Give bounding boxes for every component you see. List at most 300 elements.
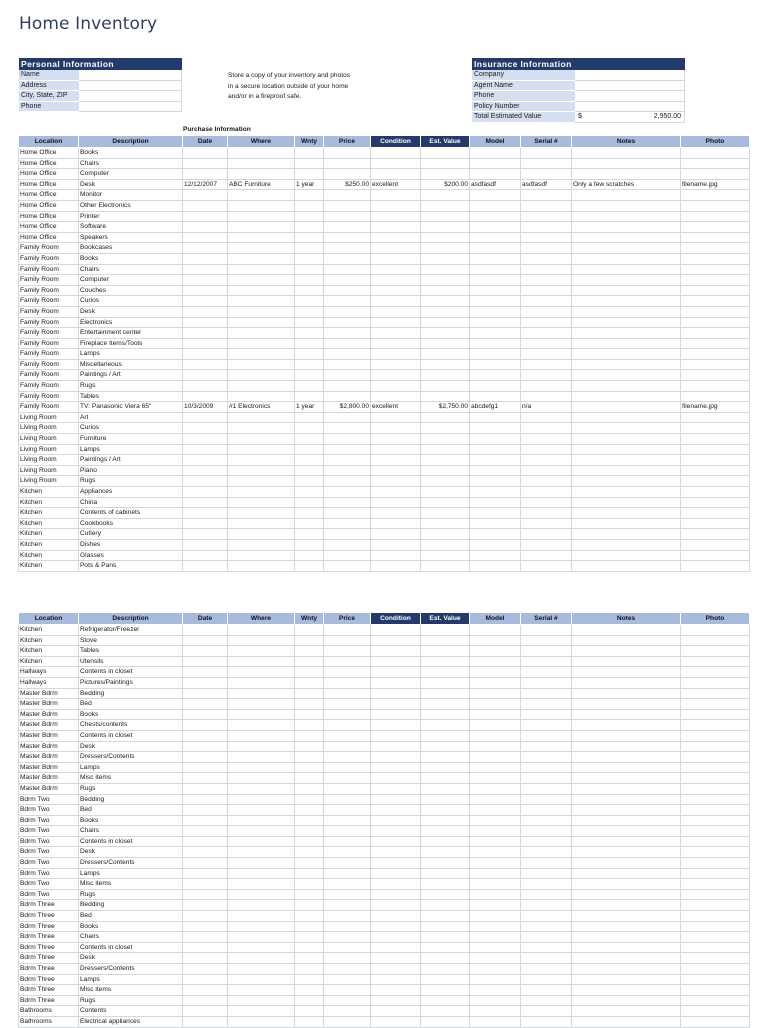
cell-notes[interactable]: [572, 169, 681, 180]
cell-photo[interactable]: [681, 169, 750, 180]
cell-notes[interactable]: [572, 752, 681, 763]
cell-photo[interactable]: [681, 879, 750, 890]
cell-date[interactable]: [183, 826, 228, 837]
cell-price[interactable]: [324, 794, 371, 805]
cell-where[interactable]: ABC Furniture: [228, 179, 295, 190]
cell-wnty[interactable]: [295, 264, 324, 275]
cell-where[interactable]: [228, 370, 295, 381]
cell-description[interactable]: Rugs: [79, 783, 183, 794]
cell-date[interactable]: [183, 720, 228, 731]
cell-model[interactable]: [470, 677, 521, 688]
cell-date[interactable]: [183, 391, 228, 402]
cell-notes[interactable]: [572, 815, 681, 826]
cell-where[interactable]: [228, 285, 295, 296]
cell-date[interactable]: [183, 699, 228, 710]
column-header-location[interactable]: Location: [19, 136, 79, 148]
cell-description[interactable]: Chests/contents: [79, 720, 183, 731]
cell-model[interactable]: [470, 317, 521, 328]
cell-photo[interactable]: [681, 752, 750, 763]
cell-condition[interactable]: [371, 497, 421, 508]
cell-condition[interactable]: [371, 529, 421, 540]
cell-location[interactable]: Bdrm Two: [19, 858, 79, 869]
cell-serial[interactable]: [521, 317, 572, 328]
cell-photo[interactable]: [681, 911, 750, 922]
cell-condition[interactable]: [371, 741, 421, 752]
cell-condition[interactable]: [371, 211, 421, 222]
cell-serial[interactable]: [521, 455, 572, 466]
cell-where[interactable]: [228, 985, 295, 996]
cell-location[interactable]: Master Bdrm: [19, 688, 79, 699]
cell-wnty[interactable]: [295, 911, 324, 922]
cell-photo[interactable]: [681, 158, 750, 169]
cell-condition[interactable]: [371, 561, 421, 572]
cell-wnty[interactable]: [295, 169, 324, 180]
cell-notes[interactable]: [572, 762, 681, 773]
cell-serial[interactable]: [521, 148, 572, 159]
cell-description[interactable]: Rugs: [79, 381, 183, 392]
cell-model[interactable]: [470, 539, 521, 550]
cell-est-value[interactable]: [421, 264, 470, 275]
cell-notes[interactable]: [572, 688, 681, 699]
cell-date[interactable]: [183, 783, 228, 794]
cell-notes[interactable]: [572, 921, 681, 932]
cell-model[interactable]: [470, 465, 521, 476]
cell-wnty[interactable]: [295, 1006, 324, 1017]
cell-wnty[interactable]: [295, 529, 324, 540]
cell-description[interactable]: Art: [79, 412, 183, 423]
cell-location[interactable]: Bdrm Two: [19, 889, 79, 900]
cell-where[interactable]: [228, 667, 295, 678]
cell-where[interactable]: [228, 243, 295, 254]
column-header-where[interactable]: Where: [228, 136, 295, 148]
cell-wnty[interactable]: [295, 465, 324, 476]
cell-condition[interactable]: [371, 677, 421, 688]
cell-price[interactable]: [324, 338, 371, 349]
cell-est-value[interactable]: [421, 412, 470, 423]
cell-where[interactable]: [228, 169, 295, 180]
cell-photo[interactable]: [681, 349, 750, 360]
cell-photo[interactable]: [681, 487, 750, 498]
cell-location[interactable]: Home Office: [19, 222, 79, 233]
cell-where[interactable]: [228, 328, 295, 339]
cell-model[interactable]: [470, 953, 521, 964]
cell-model[interactable]: [470, 868, 521, 879]
cell-location[interactable]: Bdrm Three: [19, 932, 79, 943]
column-header-est-value[interactable]: Est. Value: [421, 613, 470, 625]
cell-date[interactable]: [183, 667, 228, 678]
cell-notes[interactable]: [572, 964, 681, 975]
cell-price[interactable]: [324, 1016, 371, 1027]
cell-photo[interactable]: [681, 465, 750, 476]
cell-price[interactable]: [324, 264, 371, 275]
cell-description[interactable]: Books: [79, 921, 183, 932]
cell-date[interactable]: [183, 539, 228, 550]
cell-photo[interactable]: [681, 412, 750, 423]
cell-date[interactable]: [183, 1006, 228, 1017]
cell-location[interactable]: Master Bdrm: [19, 730, 79, 741]
cell-condition[interactable]: [371, 338, 421, 349]
cell-where[interactable]: [228, 815, 295, 826]
cell-where[interactable]: [228, 889, 295, 900]
cell-price[interactable]: [324, 730, 371, 741]
cell-location[interactable]: Home Office: [19, 200, 79, 211]
cell-photo[interactable]: [681, 783, 750, 794]
cell-model[interactable]: [470, 169, 521, 180]
cell-description[interactable]: Misc items: [79, 985, 183, 996]
cell-photo[interactable]: [681, 275, 750, 286]
cell-wnty[interactable]: [295, 508, 324, 519]
cell-est-value[interactable]: [421, 815, 470, 826]
cell-condition[interactable]: [371, 434, 421, 445]
cell-description[interactable]: Contents in closet: [79, 667, 183, 678]
cell-condition[interactable]: [371, 667, 421, 678]
cell-condition[interactable]: [371, 455, 421, 466]
cell-wnty[interactable]: [295, 391, 324, 402]
cell-notes[interactable]: [572, 730, 681, 741]
cell-photo[interactable]: [681, 677, 750, 688]
cell-model[interactable]: abcdefg1: [470, 402, 521, 413]
cell-wnty[interactable]: [295, 370, 324, 381]
cell-where[interactable]: [228, 158, 295, 169]
cell-where[interactable]: [228, 264, 295, 275]
cell-description[interactable]: Curios: [79, 423, 183, 434]
cell-location[interactable]: Kitchen: [19, 646, 79, 657]
column-header-wnty[interactable]: Wnty: [295, 613, 324, 625]
cell-photo[interactable]: [681, 338, 750, 349]
cell-location[interactable]: Bdrm Two: [19, 836, 79, 847]
cell-est-value[interactable]: [421, 317, 470, 328]
cell-price[interactable]: [324, 815, 371, 826]
cell-notes[interactable]: [572, 444, 681, 455]
cell-date[interactable]: [183, 381, 228, 392]
cell-serial[interactable]: [521, 550, 572, 561]
cell-date[interactable]: [183, 900, 228, 911]
cell-location[interactable]: Kitchen: [19, 529, 79, 540]
cell-condition[interactable]: [371, 985, 421, 996]
cell-photo[interactable]: [681, 434, 750, 445]
cell-date[interactable]: [183, 762, 228, 773]
cell-where[interactable]: [228, 253, 295, 264]
cell-price[interactable]: [324, 868, 371, 879]
cell-location[interactable]: Kitchen: [19, 508, 79, 519]
cell-price[interactable]: [324, 487, 371, 498]
cell-description[interactable]: Cookbooks: [79, 518, 183, 529]
cell-description[interactable]: Desk: [79, 741, 183, 752]
personal-field-value[interactable]: [79, 102, 182, 113]
cell-serial[interactable]: [521, 169, 572, 180]
cell-description[interactable]: Desk: [79, 953, 183, 964]
cell-model[interactable]: [470, 995, 521, 1006]
cell-location[interactable]: Bdrm Three: [19, 911, 79, 922]
cell-condition[interactable]: [371, 868, 421, 879]
cell-serial[interactable]: [521, 773, 572, 784]
cell-where[interactable]: [228, 836, 295, 847]
cell-date[interactable]: [183, 868, 228, 879]
cell-price[interactable]: [324, 826, 371, 837]
cell-photo[interactable]: [681, 794, 750, 805]
cell-model[interactable]: [470, 497, 521, 508]
cell-price[interactable]: [324, 148, 371, 159]
cell-date[interactable]: [183, 275, 228, 286]
cell-price[interactable]: [324, 349, 371, 360]
cell-est-value[interactable]: [421, 942, 470, 953]
cell-condition[interactable]: [371, 306, 421, 317]
cell-date[interactable]: [183, 677, 228, 688]
cell-est-value[interactable]: [421, 868, 470, 879]
cell-notes[interactable]: [572, 942, 681, 953]
cell-where[interactable]: [228, 561, 295, 572]
cell-photo[interactable]: [681, 815, 750, 826]
cell-model[interactable]: [470, 359, 521, 370]
cell-where[interactable]: [228, 444, 295, 455]
cell-where[interactable]: [228, 699, 295, 710]
cell-wnty[interactable]: [295, 942, 324, 953]
cell-est-value[interactable]: [421, 306, 470, 317]
cell-serial[interactable]: [521, 667, 572, 678]
cell-location[interactable]: Home Office: [19, 190, 79, 201]
cell-price[interactable]: [324, 561, 371, 572]
cell-description[interactable]: Misc items: [79, 773, 183, 784]
cell-location[interactable]: Bdrm Three: [19, 974, 79, 985]
cell-serial[interactable]: [521, 762, 572, 773]
cell-serial[interactable]: [521, 285, 572, 296]
cell-where[interactable]: [228, 974, 295, 985]
cell-location[interactable]: Kitchen: [19, 518, 79, 529]
cell-photo[interactable]: [681, 985, 750, 996]
cell-price[interactable]: [324, 518, 371, 529]
cell-location[interactable]: Living Room: [19, 465, 79, 476]
cell-condition[interactable]: [371, 539, 421, 550]
cell-where[interactable]: [228, 932, 295, 943]
cell-description[interactable]: Contents in closet: [79, 730, 183, 741]
cell-est-value[interactable]: [421, 911, 470, 922]
cell-notes[interactable]: [572, 550, 681, 561]
cell-est-value[interactable]: [421, 783, 470, 794]
cell-where[interactable]: [228, 518, 295, 529]
cell-photo[interactable]: [681, 455, 750, 466]
cell-notes[interactable]: [572, 805, 681, 816]
cell-est-value[interactable]: [421, 656, 470, 667]
personal-field-value[interactable]: [79, 81, 182, 92]
cell-location[interactable]: Bdrm Three: [19, 942, 79, 953]
cell-date[interactable]: [183, 232, 228, 243]
cell-date[interactable]: [183, 646, 228, 657]
cell-serial[interactable]: [521, 306, 572, 317]
cell-price[interactable]: [324, 995, 371, 1006]
cell-serial[interactable]: [521, 879, 572, 890]
cell-serial[interactable]: [521, 359, 572, 370]
cell-model[interactable]: [470, 815, 521, 826]
cell-model[interactable]: [470, 412, 521, 423]
cell-notes[interactable]: [572, 243, 681, 254]
cell-notes[interactable]: [572, 349, 681, 360]
cell-wnty[interactable]: [295, 699, 324, 710]
column-header-description[interactable]: Description: [79, 136, 183, 148]
cell-wnty[interactable]: [295, 752, 324, 763]
cell-date[interactable]: [183, 465, 228, 476]
cell-condition[interactable]: [371, 253, 421, 264]
cell-price[interactable]: [324, 942, 371, 953]
cell-wnty[interactable]: [295, 317, 324, 328]
cell-notes[interactable]: [572, 465, 681, 476]
cell-notes[interactable]: [572, 211, 681, 222]
cell-where[interactable]: [228, 625, 295, 636]
cell-model[interactable]: [470, 625, 521, 636]
cell-est-value[interactable]: [421, 625, 470, 636]
cell-notes[interactable]: [572, 879, 681, 890]
cell-description[interactable]: TV: Panasonic Viera 65": [79, 402, 183, 413]
cell-location[interactable]: Family Room: [19, 296, 79, 307]
cell-price[interactable]: [324, 847, 371, 858]
cell-price[interactable]: [324, 253, 371, 264]
cell-description[interactable]: Utensils: [79, 656, 183, 667]
cell-notes[interactable]: [572, 561, 681, 572]
insurance-field-value[interactable]: [575, 91, 685, 102]
cell-notes[interactable]: [572, 635, 681, 646]
cell-date[interactable]: [183, 306, 228, 317]
cell-notes[interactable]: Only a few scratches: [572, 179, 681, 190]
cell-notes[interactable]: [572, 720, 681, 731]
cell-date[interactable]: [183, 518, 228, 529]
cell-condition[interactable]: [371, 550, 421, 561]
cell-date[interactable]: [183, 359, 228, 370]
cell-price[interactable]: [324, 232, 371, 243]
cell-date[interactable]: [183, 296, 228, 307]
cell-date[interactable]: [183, 476, 228, 487]
cell-wnty[interactable]: [295, 211, 324, 222]
cell-price[interactable]: [324, 455, 371, 466]
cell-condition[interactable]: [371, 200, 421, 211]
cell-description[interactable]: Rugs: [79, 476, 183, 487]
cell-notes[interactable]: [572, 868, 681, 879]
cell-condition[interactable]: [371, 942, 421, 953]
cell-date[interactable]: [183, 550, 228, 561]
cell-wnty[interactable]: [295, 285, 324, 296]
cell-condition[interactable]: [371, 921, 421, 932]
cell-description[interactable]: Tables: [79, 646, 183, 657]
cell-condition[interactable]: [371, 730, 421, 741]
cell-description[interactable]: Lamps: [79, 444, 183, 455]
cell-notes[interactable]: [572, 190, 681, 201]
cell-price[interactable]: [324, 158, 371, 169]
cell-price[interactable]: [324, 709, 371, 720]
cell-photo[interactable]: [681, 444, 750, 455]
cell-model[interactable]: [470, 752, 521, 763]
cell-date[interactable]: [183, 879, 228, 890]
cell-description[interactable]: Dressers/Contents: [79, 858, 183, 869]
cell-photo[interactable]: [681, 656, 750, 667]
cell-condition[interactable]: [371, 879, 421, 890]
cell-price[interactable]: [324, 497, 371, 508]
cell-model[interactable]: [470, 688, 521, 699]
column-header-price[interactable]: Price: [324, 613, 371, 625]
cell-model[interactable]: [470, 529, 521, 540]
column-header-where[interactable]: Where: [228, 613, 295, 625]
cell-location[interactable]: Kitchen: [19, 487, 79, 498]
cell-where[interactable]: [228, 211, 295, 222]
cell-photo[interactable]: [681, 762, 750, 773]
cell-condition[interactable]: [371, 688, 421, 699]
cell-location[interactable]: Family Room: [19, 338, 79, 349]
cell-location[interactable]: Living Room: [19, 423, 79, 434]
cell-wnty[interactable]: [295, 148, 324, 159]
cell-price[interactable]: [324, 667, 371, 678]
cell-model[interactable]: [470, 518, 521, 529]
cell-serial[interactable]: [521, 338, 572, 349]
cell-wnty[interactable]: [295, 412, 324, 423]
cell-location[interactable]: Bdrm Three: [19, 900, 79, 911]
cell-wnty[interactable]: [295, 550, 324, 561]
cell-serial[interactable]: [521, 847, 572, 858]
cell-notes[interactable]: [572, 932, 681, 943]
cell-photo[interactable]: [681, 539, 750, 550]
cell-price[interactable]: [324, 190, 371, 201]
cell-photo[interactable]: [681, 243, 750, 254]
cell-condition[interactable]: [371, 359, 421, 370]
cell-est-value[interactable]: [421, 444, 470, 455]
cell-est-value[interactable]: [421, 635, 470, 646]
cell-est-value[interactable]: [421, 476, 470, 487]
cell-serial[interactable]: [521, 423, 572, 434]
cell-serial[interactable]: [521, 815, 572, 826]
cell-wnty[interactable]: [295, 518, 324, 529]
cell-location[interactable]: Home Office: [19, 211, 79, 222]
cell-description[interactable]: Bedding: [79, 794, 183, 805]
cell-notes[interactable]: [572, 656, 681, 667]
cell-condition[interactable]: [371, 720, 421, 731]
cell-description[interactable]: Electrical appliances: [79, 1016, 183, 1027]
cell-serial[interactable]: [521, 868, 572, 879]
cell-model[interactable]: [470, 275, 521, 286]
cell-date[interactable]: [183, 497, 228, 508]
cell-description[interactable]: Bed: [79, 699, 183, 710]
insurance-field-value[interactable]: [575, 112, 685, 123]
cell-wnty[interactable]: [295, 964, 324, 975]
cell-price[interactable]: [324, 625, 371, 636]
cell-where[interactable]: [228, 476, 295, 487]
cell-location[interactable]: Bathrooms: [19, 1016, 79, 1027]
cell-notes[interactable]: [572, 412, 681, 423]
cell-photo[interactable]: [681, 508, 750, 519]
cell-serial[interactable]: [521, 646, 572, 657]
insurance-field-value[interactable]: [575, 102, 685, 113]
cell-where[interactable]: [228, 1006, 295, 1017]
cell-date[interactable]: [183, 211, 228, 222]
cell-date[interactable]: [183, 911, 228, 922]
cell-model[interactable]: [470, 921, 521, 932]
cell-model[interactable]: [470, 243, 521, 254]
cell-model[interactable]: [470, 561, 521, 572]
cell-photo[interactable]: [681, 995, 750, 1006]
cell-est-value[interactable]: [421, 328, 470, 339]
cell-wnty[interactable]: [295, 306, 324, 317]
cell-where[interactable]: [228, 497, 295, 508]
cell-model[interactable]: [470, 773, 521, 784]
cell-date[interactable]: [183, 688, 228, 699]
cell-est-value[interactable]: [421, 709, 470, 720]
cell-location[interactable]: Bathrooms: [19, 1006, 79, 1017]
cell-date[interactable]: [183, 773, 228, 784]
cell-est-value[interactable]: [421, 465, 470, 476]
column-header-location[interactable]: Location: [19, 613, 79, 625]
cell-location[interactable]: Kitchen: [19, 539, 79, 550]
cell-where[interactable]: [228, 434, 295, 445]
insurance-field-value[interactable]: [575, 81, 685, 92]
cell-location[interactable]: Family Room: [19, 359, 79, 370]
cell-model[interactable]: [470, 434, 521, 445]
cell-model[interactable]: [470, 370, 521, 381]
cell-notes[interactable]: [572, 264, 681, 275]
